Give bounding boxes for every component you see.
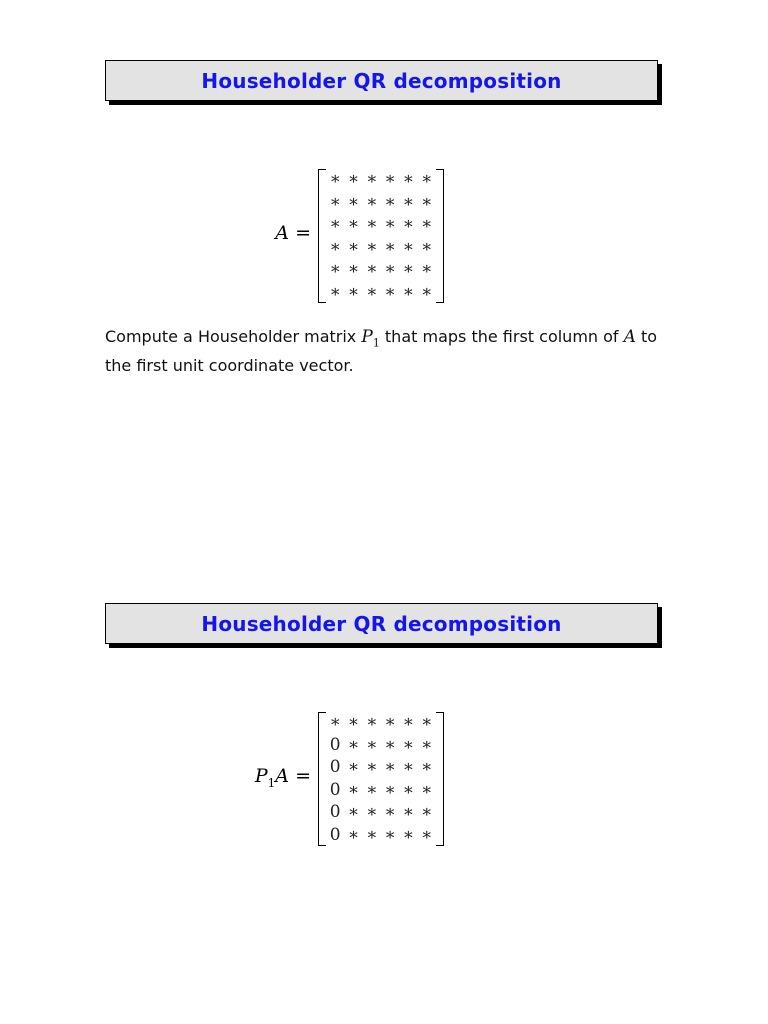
- matrix-cell: ∗: [329, 259, 341, 280]
- matrix-cell: ∗: [402, 779, 415, 800]
- matrix-grid: [326, 711, 436, 846]
- slide-title: Householder QR decomposition: [201, 68, 562, 93]
- equation-lhs: [255, 765, 311, 790]
- matrix-cell: ∗: [329, 191, 341, 212]
- slide-title-box: [105, 603, 658, 644]
- matrix-cell: ∗: [384, 169, 396, 190]
- matrix-cell: ∗: [402, 281, 415, 302]
- description-part-3: to the first unit coordinate vector.: [105, 327, 658, 376]
- matrix-cell: ∗: [384, 259, 396, 280]
- matrix-right-bracket: [436, 712, 444, 846]
- matrix-cell: ∗: [347, 191, 360, 212]
- lhs-equals: =: [289, 765, 311, 787]
- matrix-cell: ∗: [329, 712, 341, 733]
- matrix-cell: ∗: [329, 214, 341, 235]
- matrix-grid: [326, 168, 436, 303]
- matrix-cell: ∗: [420, 757, 433, 778]
- matrix-cell: ∗: [329, 169, 341, 190]
- matrix-cell: ∗: [329, 281, 341, 302]
- matrix-cell: ∗: [365, 214, 378, 235]
- matrix-cell: ∗: [420, 712, 433, 733]
- matrix-right-bracket: [436, 169, 444, 303]
- matrix-cell: 0: [329, 757, 341, 778]
- matrix-cell: ∗: [347, 779, 360, 800]
- matrix-cell: ∗: [365, 757, 378, 778]
- description-part-2: that maps the first column of: [379, 327, 624, 346]
- matrix-cell: ∗: [402, 169, 415, 190]
- matrix-cell: 0: [329, 734, 341, 755]
- lhs-variable: P: [254, 765, 268, 787]
- slide-title: Householder QR decomposition: [201, 611, 562, 636]
- matrix-cell: ∗: [420, 191, 433, 212]
- matrix-cell: ∗: [384, 281, 396, 302]
- matrix-cell: ∗: [384, 779, 396, 800]
- matrix-cell: ∗: [347, 802, 360, 823]
- matrix-cell: ∗: [329, 236, 341, 257]
- matrix-cell: ∗: [365, 169, 378, 190]
- slide-title-box: [105, 60, 658, 101]
- slide-2: [0, 543, 768, 1024]
- matrix-cell: ∗: [347, 281, 360, 302]
- matrix-cell: ∗: [402, 824, 415, 845]
- matrix-cell: ∗: [347, 214, 360, 235]
- matrix-equation: [0, 709, 768, 849]
- matrix-cell: ∗: [420, 802, 433, 823]
- matrix-cell: ∗: [347, 757, 360, 778]
- math-p1: [361, 327, 380, 350]
- matrix-cell: ∗: [365, 259, 378, 280]
- matrix-cell: ∗: [402, 236, 415, 257]
- matrix-cell: ∗: [402, 214, 415, 235]
- matrix-cell: ∗: [365, 802, 378, 823]
- matrix-cell: ∗: [420, 214, 433, 235]
- matrix-cell: ∗: [402, 191, 415, 212]
- matrix-cell: 0: [329, 802, 341, 823]
- matrix-cell: ∗: [402, 259, 415, 280]
- matrix-cell: ∗: [384, 236, 396, 257]
- matrix-cell: ∗: [347, 824, 360, 845]
- matrix-cell: ∗: [402, 802, 415, 823]
- matrix-cell: ∗: [365, 191, 378, 212]
- matrix-cell: ∗: [402, 712, 415, 733]
- math-p1-sub: 1: [372, 336, 380, 350]
- matrix-cell: ∗: [402, 757, 415, 778]
- math-a: A: [623, 327, 636, 347]
- matrix-equation: [0, 166, 768, 306]
- matrix-cell: 0: [329, 779, 341, 800]
- matrix-cell: ∗: [420, 281, 433, 302]
- lhs-variable: A: [275, 222, 290, 244]
- matrix-cell: ∗: [347, 712, 360, 733]
- equation-lhs: [275, 222, 311, 244]
- description-text: [105, 325, 665, 377]
- matrix-cell: ∗: [347, 236, 360, 257]
- matrix-cell: ∗: [384, 712, 396, 733]
- matrix-cell: ∗: [365, 712, 378, 733]
- matrix-left-bracket: [318, 169, 326, 303]
- matrix-left-bracket: [318, 712, 326, 846]
- matrix-cell: ∗: [420, 169, 433, 190]
- lhs-variable-2: A: [275, 765, 290, 787]
- matrix-cell: ∗: [420, 779, 433, 800]
- matrix-cell: ∗: [384, 757, 396, 778]
- math-p1-var: P: [361, 327, 373, 347]
- matrix-cell: ∗: [420, 734, 433, 755]
- matrix-cell: ∗: [384, 191, 396, 212]
- matrix-cell: ∗: [384, 734, 396, 755]
- matrix-cell: ∗: [384, 824, 396, 845]
- matrix-cell: ∗: [384, 214, 396, 235]
- matrix-cell: ∗: [347, 169, 360, 190]
- matrix-cell: ∗: [420, 259, 433, 280]
- matrix-cell: ∗: [347, 259, 360, 280]
- matrix-cell: ∗: [365, 824, 378, 845]
- lhs-equals: =: [289, 222, 311, 244]
- lhs-subscript: 1: [267, 775, 276, 790]
- matrix-cell: ∗: [347, 734, 360, 755]
- matrix-cell: ∗: [384, 802, 396, 823]
- matrix-cell: ∗: [365, 734, 378, 755]
- matrix-cell: ∗: [365, 236, 378, 257]
- matrix-cell: 0: [329, 824, 341, 845]
- matrix-cell: ∗: [402, 734, 415, 755]
- matrix-cell: ∗: [365, 779, 378, 800]
- description-part-1: Compute a Householder matrix: [105, 327, 362, 346]
- matrix-cell: ∗: [365, 281, 378, 302]
- matrix-cell: ∗: [420, 824, 433, 845]
- matrix-cell: ∗: [420, 236, 433, 257]
